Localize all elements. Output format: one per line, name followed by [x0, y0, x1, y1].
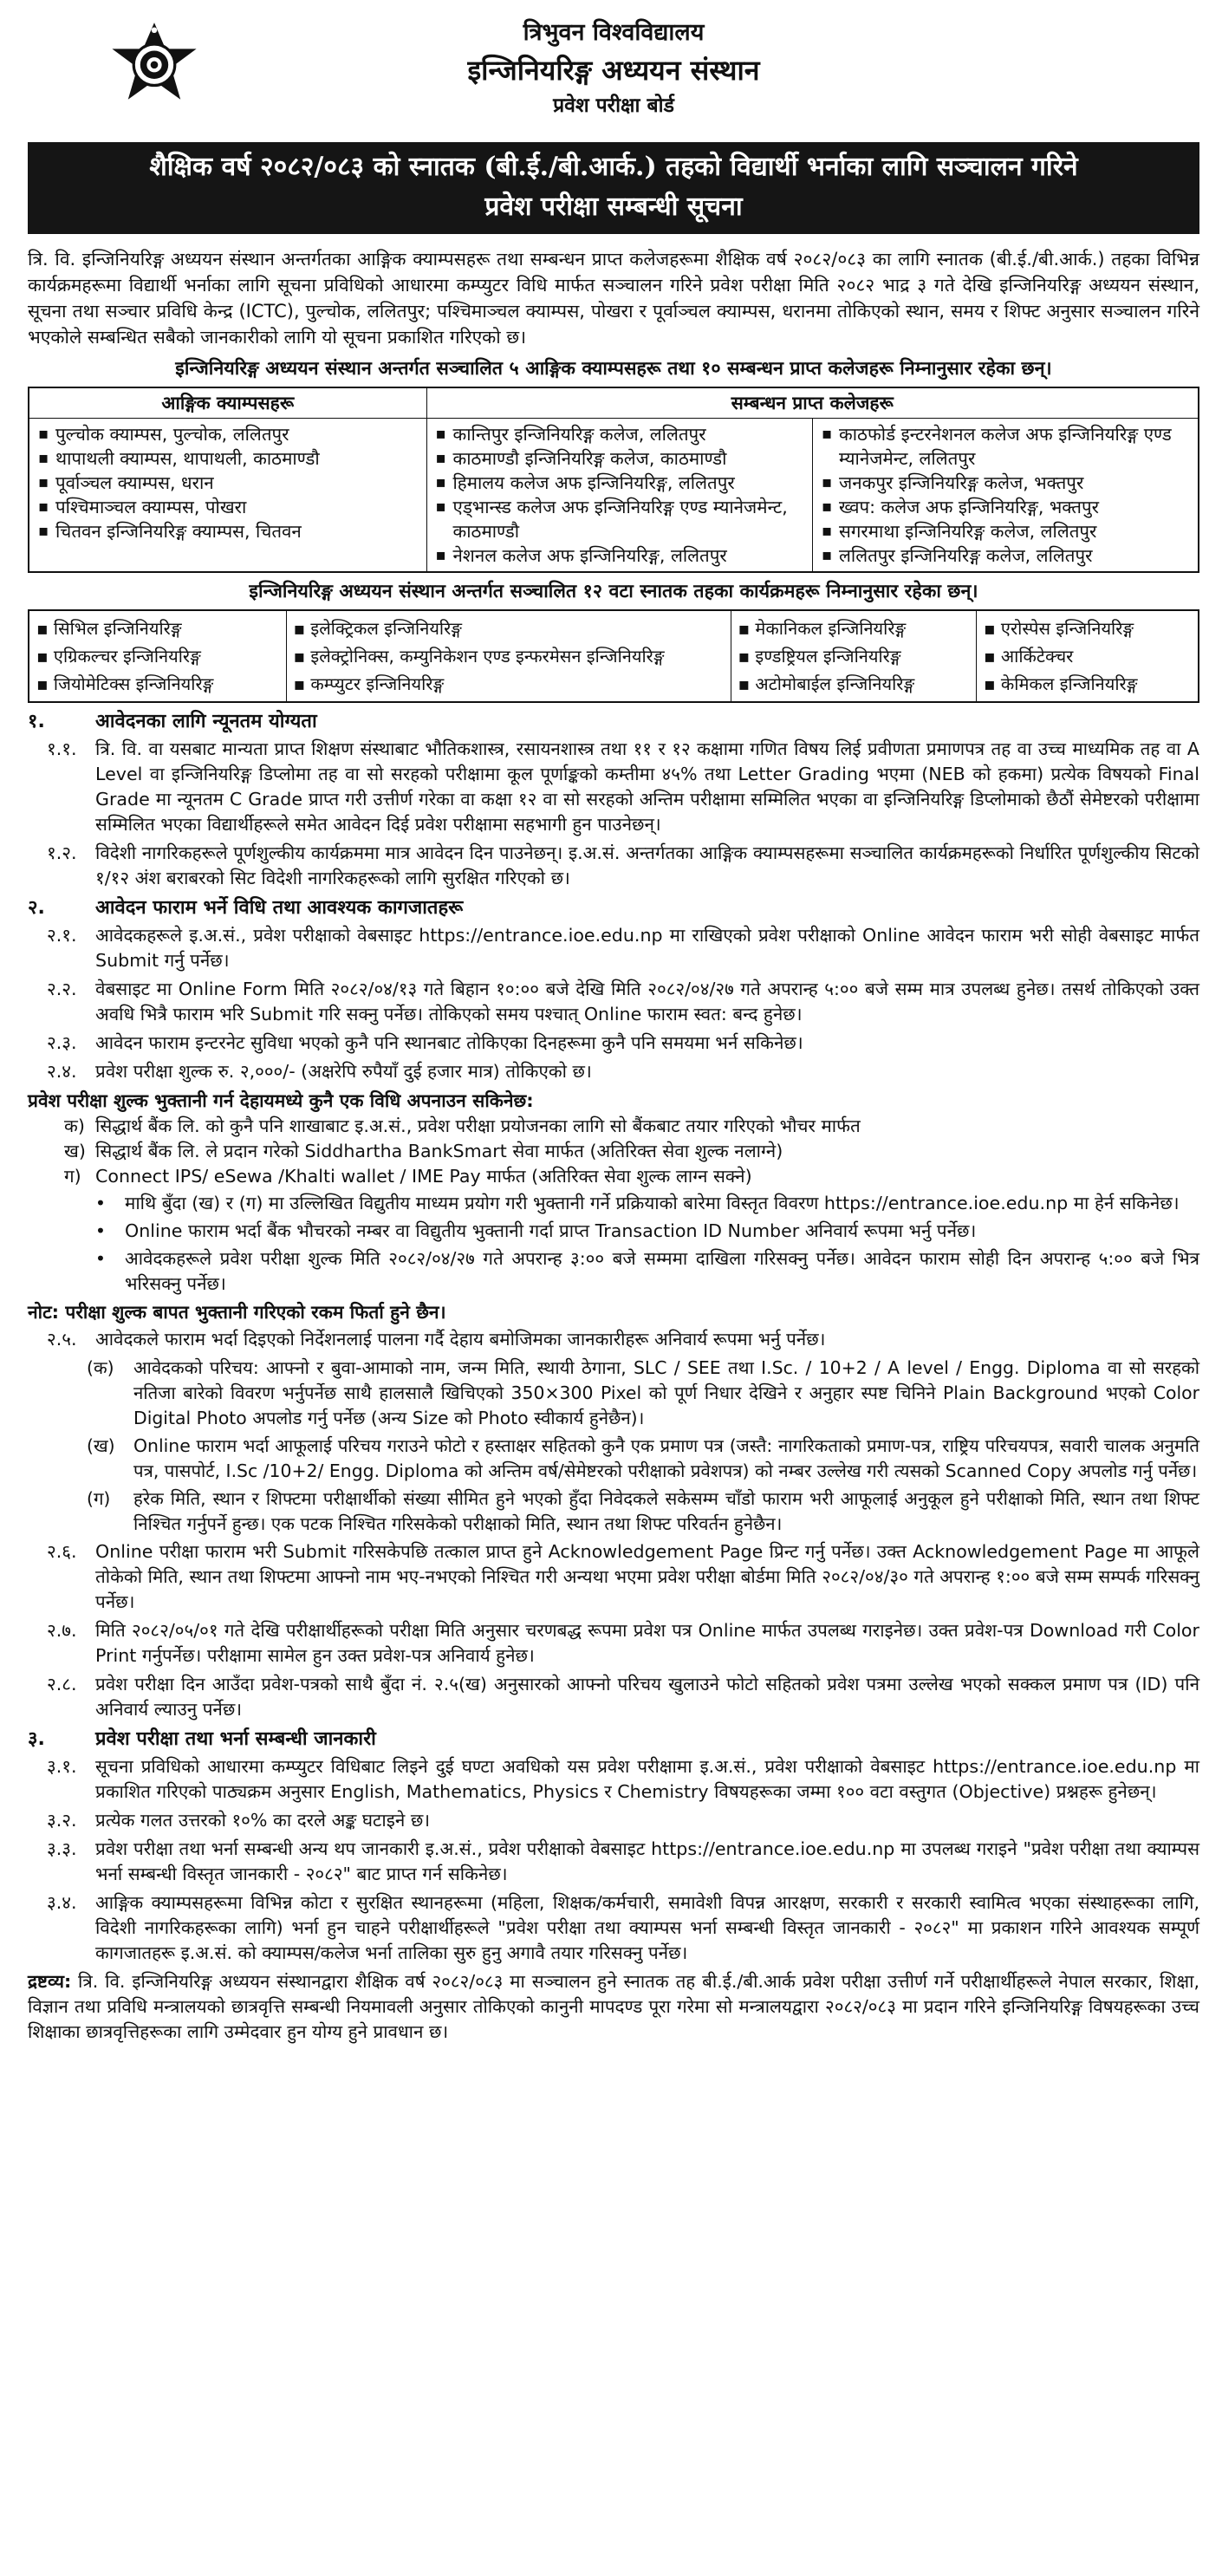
program-cell: ▪ आर्किटेक्चर [977, 642, 1199, 670]
footnote [28, 1969, 1199, 2045]
item-2-3: २.३. आवेदन फाराम इन्टरनेट सुविधा भएको कुनै पनि स्थानबाट तोकिएका दिनहरूमा कुनै पनि समयमा भर्न सकिनेछ। [47, 1032, 803, 1053]
item-2-7: २.७. मिति २०८२/०५/०१ गते देखि परीक्षार्थीहरूको परीक्षा मिति अनुसार चरणबद्ध रूपमा प्रवेश पत्र Online मार्फत उपलब्ध गराइनेछ। उक्त प्रवेश-पत्र Download गरी Color Print गर्नुपर्नेछ। परीक्षामा सामेल हुन उक्त प्रवेश-पत्र अनिवार्य हुनेछ। [47, 1620, 1199, 1666]
fee-payment-title: प्रवेश परीक्षा शुल्क भुक्तानी गर्न देहायमध्ये कुनै एक विधि अपनाउन सकिनेछ: [28, 1090, 534, 1111]
footnote-text: त्रि. वि. इन्जिनियरिङ्ग अध्ययन संस्थानद्वारा शैक्षिक वर्ष २०८२/०८३ मा सञ्चालन हुने स्नातक तह बी.ई./बी.आर्क प्रवेश परीक्षा उत्तीर्ण गर्ने परीक्षार्थीहरूले नेपाल सरकार, शिक्षा, विज्ञान तथा प्रविधि मन्त्रालयको छात्रवृत्ति सम्बन्धी नियमावली अनुसार तोकिएको कानुनी मापदण्ड पूरा गरेमा सो मन्त्रालयद्वारा २०८२/०८३ मा प्रदान गरिने इन्जिनियरिङ्ग विषयहरूका उच्च शिक्षाका छात्रवृत्तिहरूका लागि उम्मेदवार हुन योग्य हुने प्रावधान छ। [28, 1971, 1199, 2042]
sub-item: (क) आवेदकको परिचय: आफ्नो र बुवा-आमाको नाम, जन्म मिति, स्थायी ठेगाना, SLC / SEE तथा I.Sc. / 10+2 / A level / Engg. Diploma वा सो सरहको नतिजा बारेको विवरण भर्नुपर्नेछ साथै हालसालै खिचिएको 350×300 Pixel को पूर्ण निधार देखिने र अनुहार स्पष्ट चिनिने Plain Background भएको Color Digital Photo अपलोड गर्नु पर्नेछ (अन्य Size को Photo स्वीकार्य हुनेछैन)। [87, 1357, 1199, 1428]
program-cell: ▪ मेकानिकल इन्जिनियरिङ्ग [731, 610, 977, 642]
payment-option: ख) सिद्धार्थ बैंक लि. ले प्रदान गरेको Siddhartha BankSmart सेवा मार्फत (अतिरिक्त सेवा शुल्क नलाग्ने) [64, 1141, 783, 1161]
footnote-label: द्रष्टव्य: [28, 1971, 72, 1992]
notice-title-line-2: प्रवेश परीक्षा सम्बन्धी सूचना [484, 192, 743, 222]
program-caption: इन्जिनियरिङ्ग अध्ययन संस्थान अन्तर्गत सञ्चालित १२ वटा स्नातक तहका कार्यक्रमहरू निम्नानुसार रहेका छन्। [249, 581, 978, 602]
list-item: ▪ थापाथली क्याम्पस, थापाथली, काठमाण्डौ [36, 446, 419, 471]
program-cell: ▪ एरोस्पेस इन्जिनियरिङ्ग [977, 610, 1199, 642]
affiliated-header: सम्बन्धन प्राप्त कलेजहरू [426, 387, 1199, 419]
bullet-icon: • [94, 1220, 106, 1241]
university-name: त्रिभुवन विश्वविद्यालय [523, 19, 705, 46]
item-2-5: २.५. आवेदकले फाराम भर्दा दिइएको निर्देशनलाई पालना गर्दै देहाय बमोजिमका जानकारीहरू अनिवार्य रूपमा भर्नु पर्नेछ। [47, 1329, 826, 1350]
item-3-2: ३.२. प्रत्येक गलत उत्तरको १०% का दरले अङ्क घटाइने छ। [47, 1810, 431, 1831]
program-cell: ▪ इण्डष्ट्रियल इन्जिनियरिङ्ग [731, 642, 977, 670]
notice-title-line-1: शैक्षिक वर्ष २०८२/०८३ को स्नातक (बी.ई./बी.आर्क.) तहको विद्यार्थी भर्नाका लागि सञ्चालन गरिने [149, 152, 1078, 182]
item-2-4: २.४. प्रवेश परीक्षा शुल्क रु. २,०००/- (अक्षरेपि रुपैयाँ दुई हजार मात्र) तोकिएको छ। [47, 1061, 592, 1082]
list-item: ▪ पुल्चोक क्याम्पस, पुल्चोक, ललितपुर [36, 422, 419, 446]
refund-note: नोट: परीक्षा शुल्क बापत भुक्तानी गरिएको रकम फिर्ता हुने छैन। [28, 1302, 446, 1323]
sub-item: (ख) Online फाराम भर्दा आफूलाई परिचय गराउने फोटो र हस्ताक्षर सहितको कुनै एक प्रमाण पत्र (जस्तै: नागरिकताको प्रमाण-पत्र, राष्ट्रिय परिचयपत्र, सवारी चालक अनुमति पत्र, पासपोर्ट, I.Sc /10+2/ Engg. Diploma को अन्तिम वर्ष/सेमेष्टरको परीक्षाको प्रवेशपत्र) को नम्बर उल्लेख गरी त्यसको Scanned Copy अपलोड गर्नु पर्नेछ। [87, 1435, 1199, 1481]
affiliated-cell-2 [813, 419, 1199, 573]
list-item: ▪ जनकपुर इन्जिनियरिङ्ग कलेज, भक्तपुर [820, 471, 1191, 495]
item-3-4: ३.४. आङ्गिक क्याम्पसहरूमा विभिन्न कोटा र सुरक्षित स्थानहरूमा (महिला, शिक्षक/कर्मचारी, समावेशी विपन्न आरक्षण, सरकारी र सरकारी स्वामित्व भएका संस्थाहरूका लागि, विदेशी नागरिकहरूका लागि) भर्ना हुन चाहने परीक्षार्थीहरूले "प्रवेश परीक्षा तथा क्याम्पस भर्ना सम्बन्धी विस्तृत जानकारी - २०८२" मा प्रकाशन गरिने आवश्यक सम्पूर्ण कागजातहरू इ.अ.सं. को क्याम्पस/कलेज भर्ना तालिका सुरु हुनु अगावै तयार गरिसक्नु पर्नेछ। [47, 1892, 1199, 1963]
program-cell: ▪ अटोमोबाईल इन्जिनियरिङ्ग [731, 670, 977, 702]
university-emblem-icon [107, 21, 201, 114]
payment-option: क) सिद्धार्थ बैंक लि. को कुनै पनि शाखाबाट इ.अ.सं., प्रवेश परीक्षा प्रयोजनका लागि सो बैंकबाट तयार गरिएको भौचर मार्फत [64, 1116, 861, 1136]
list-item: ▪ ललितपुर इन्जिनियरिङ्ग कलेज, ललितपुर [820, 543, 1191, 568]
constituent-cell [29, 419, 426, 573]
item-1-2: १.२. विदेशी नागरिकहरूले पूर्णशुल्कीय कार्यक्रममा मात्र आवेदन दिन पाउनेछन्। इ.अ.सं. अन्तर्गतका आङ्गिक क्याम्पसहरूमा सञ्चालित कार्यक्रमहरूको निर्धारित पूर्णशुल्कीय सिटको १/१२ अंश बराबरको सिट विदेशी नागरिकहरूको लागि सुरक्षित गरिएको छ। [47, 842, 1199, 888]
section-1-title: १. आवेदनका लागि न्यूनतम योग्यता [28, 711, 317, 732]
list-item: ▪ ख्वप: कलेज अफ इन्जिनियरिङ्ग, भक्तपुर [820, 495, 1191, 519]
list-item: ▪ सगरमाथा इन्जिनियरिङ्ग कलेज, ललितपुर [820, 519, 1191, 543]
program-cell: ▪ इलेक्ट्रिकल इन्जिनियरिङ्ग [286, 610, 731, 642]
affiliated-cell-1 [426, 419, 813, 573]
list-item: ▪ एड्भान्स्ड कलेज अफ इन्जिनियरिङ्ग एण्ड म्यानेजमेन्ट, काठमाण्डौ [434, 495, 806, 543]
program-cell: ▪ कम्प्युटर इन्जिनियरिङ्ग [286, 670, 731, 702]
item-2-8: २.८. प्रवेश परीक्षा दिन आउँदा प्रवेश-पत्रको साथै बुँदा नं. २.५(ख) अनुसारको आफ्नो परिचय खुलाउने फोटो सहितको प्रवेश पत्रमा उल्लेख भएको सक्कल प्रमाण पत्र (ID) पनि अनिवार्य ल्याउनु पर्नेछ। [47, 1674, 1199, 1720]
item-1-1: १.१. त्रि. वि. वा यसबाट मान्यता प्राप्त शिक्षण संस्थाबाट भौतिकशास्त्र, रसायनशास्त्र तथा ११ र १२ कक्षामा गणित विषय लिई प्रवीणता प्रमाणपत्र तह वा उच्च माध्यमिक तह वा A Level वा इन्जिनियरिङ्ग डिप्लोमा तह वा सो सरहको परीक्षामा कूल पूर्णाङ्कको कम्तीमा ४५% तथा Letter Grading भएमा (NEB को हकमा) प्रत्येक विषयको Final Grade मा न्यूनतम C Grade प्राप्त गरी उत्तीर्ण गरेका वा कक्षा १२ वा सो सरहको अन्तिम परीक्षामा सम्मिलित भएका वा इन्जिनियरिङ्ग डिप्लोमाको छैठौं सेमेष्टरको परीक्षामा सम्मिलित भएका विद्यार्थीहरूले समेत आवेदन दिई प्रवेश परीक्षामा सहभागी हुन पाउनेछन्। [47, 738, 1199, 835]
notice-title-banner [28, 142, 1199, 234]
list-item: ▪ चितवन इन्जिनियरिङ्ग क्याम्पस, चितवन [36, 519, 419, 543]
list-item: ▪ पूर्वाञ्चल क्याम्पस, धरान [36, 471, 419, 495]
program-cell: ▪ इलेक्ट्रोनिक्स, कम्युनिकेशन एण्ड इन्फरमेसन इन्जिनियरिङ्ग [286, 642, 731, 670]
program-table [28, 609, 1199, 703]
list-item: ▪ हिमालय कलेज अफ इन्जिनियरिङ्ग, ललितपुर [434, 471, 806, 495]
bullet-icon: • [94, 1248, 106, 1269]
list-item: ▪ काठमाण्डौ इन्जिनियरिङ्ग कलेज, काठमाण्डौ [434, 446, 806, 471]
institute-name: इन्जिनियरिङ्ग अध्ययन संस्थान [467, 54, 760, 87]
item-2-6: २.६. Online परीक्षा फाराम भरी Submit गरिसकेपछि तत्काल प्राप्त हुने Acknowledgement Page प्रिन्ट गर्नु पर्नेछ। उक्त Acknowledgement Page मा आफूले तोकेको मिति, स्थान तथा शिफ्टमा आफ्नो नाम भए-नभएको निश्चित गरी अन्यथा भएमा प्रवेश परीक्षा बोर्डमा मिति २०८२/०४/३० गते अपरान्ह १:०० बजे सम्म सम्पर्क गरिसक्नु पर्नेछ। [47, 1541, 1199, 1612]
board-name: प्रवेश परीक्षा बोर्ड [553, 94, 674, 117]
section-3-title: ३. प्रवेश परीक्षा तथा भर्ना सम्बन्धी जानकारी [28, 1728, 376, 1750]
campus-table [28, 387, 1199, 573]
program-cell: ▪ सिभिल इन्जिनियरिङ्ग [29, 610, 286, 642]
bullet-item: • Online फाराम भर्दा बैंक भौचरको नम्बर वा विद्युतीय भुक्तानी गर्दा प्राप्त Transaction ID Number अनिवार्य रूपमा भर्नु पर्नेछ। [28, 1219, 1199, 1244]
payment-option: ग) Connect IPS/ eSewa /Khalti wallet / IME Pay मार्फत (अतिरिक्त सेवा शुल्क लाग्न सक्ने) [64, 1166, 752, 1187]
bullet-item: • माथि बुँदा (ख) र (ग) मा उल्लिखित विद्युतीय माध्यम प्रयोग गरी भुक्तानी गर्ने प्रक्रियाको बारेमा विस्तृत विवरण https://entrance.ioe.edu.np मा हेर्न सकिनेछ। [28, 1191, 1199, 1216]
campus-caption: इन्जिनियरिङ्ग अध्ययन संस्थान अन्तर्गत सञ्चालित ५ आङ्गिक क्याम्पसहरू तथा १० सम्बन्धन प्राप्त कलेजहरू निम्नानुसार रहेका छन्। [175, 358, 1052, 380]
list-item: ▪ काठफोर्ड इन्टरनेशनल कलेज अफ इन्जिनियरिङ्ग एण्ड म्यानेजमेन्ट, ललितपुर [820, 422, 1191, 471]
program-cell: ▪ जियोमेटिक्स इन्जिनियरिङ्ग [29, 670, 286, 702]
program-cell: ▪ केमिकल इन्जिनियरिङ्ग [977, 670, 1199, 702]
constituent-header: आङ्गिक क्याम्पसहरू [29, 387, 426, 419]
item-3-3: ३.३. प्रवेश परीक्षा तथा भर्ना सम्बन्धी अन्य थप जानकारी इ.अ.सं., प्रवेश परीक्षाको वेबसाइट https://entrance.ioe.edu.np मा उपलब्ध गराइने "प्रवेश परीक्षा तथा क्याम्पस भर्ना सम्बन्धी विस्तृत जानकारी - २०८२" बाट प्राप्त गर्न सकिनेछ। [47, 1838, 1199, 1884]
list-item: ▪ कान्तिपुर इन्जिनियरिङ्ग कलेज, ललितपुर [434, 422, 806, 446]
bullet-item: • आवेदकहरूले प्रवेश परीक्षा शुल्क मिति २०८२/०४/२७ गते अपरान्ह ३:०० बजे सम्ममा दाखिला गरिसक्नु पर्नेछ। आवेदन फाराम सोही दिन अपरान्ह ५:०० बजे भित्र भरिसक्नु पर्नेछ। [28, 1246, 1199, 1297]
masthead [28, 16, 1199, 137]
intro-paragraph: त्रि. वि. इन्जिनियरिङ्ग अध्ययन संस्थान अन्तर्गतका आङ्गिक क्याम्पसहरू तथा सम्बन्धन प्राप्त कलेजहरूमा शैक्षिक वर्ष २०८२/०८३ का लागि स्नातक (बी.ई./बी.आर्क.) तहका विभिन्न कार्यक्रमहरूमा विद्यार्थी भर्नाका लागि सूचना प्रविधिको आधारमा कम्प्युटर विधि मार्फत सञ्चालन गरिने प्रवेश परीक्षा मिति २०८२ भाद्र ३ गते देखि इन्जिनियरिङ्ग अध्ययन संस्थान, सूचना तथा सञ्चार प्रविधि केन्द्र (ICTC), पुल्चोक, ललितपुर; पश्चिमाञ्चल क्याम्पस, पोखरा र पूर्वाञ्चल क्याम्पस, धरानमा तोकिएको स्थान, समय र शिफ्ट अनुसार सञ्चालन गरिने भएकोले सम्बन्धित सबैको जानकारीको लागि यो सूचना प्रकाशित गरिएको छ। [28, 249, 1199, 348]
bullet-icon: • [94, 1193, 106, 1213]
section-2-title: २. आवेदन फाराम भर्ने विधि तथा आवश्यक कागजातहरू [28, 897, 464, 919]
masthead-text [28, 16, 1199, 121]
sub-item: (ग) हरेक मिति, स्थान र शिफ्टमा परीक्षार्थीको संख्या सीमित हुने भएको हुँदा निवेदकले सकेसम्म चाँडो फाराम भरी आफूलाई अनुकूल हुने परीक्षाको मिति, स्थान तथा शिफ्ट निश्चित गर्नुपर्ने हुन्छ। एक पटक निश्चित गरिसकेको परीक्षाको मिति, स्थान तथा शिफ्ट परिवर्तन हुनेछैन। [87, 1488, 1199, 1534]
item-3-1: ३.१. सूचना प्रविधिको आधारमा कम्प्युटर विधिबाट लिइने दुई घण्टा अवधिको यस प्रवेश परीक्षामा इ.अ.सं., प्रवेश परीक्षाको वेबसाइट https://entrance.ioe.edu.np मा प्रकाशित गरिएको पाठ्यक्रम अनुसार English, Mathematics, Physics र Chemistry विषयहरूका जम्मा १०० वटा वस्तुगत (Objective) प्रश्नहरू हुनेछन्। [47, 1756, 1199, 1802]
list-item: ▪ नेशनल कलेज अफ इन्जिनियरिङ्ग, ललितपुर [434, 543, 806, 568]
item-2-2: २.२. वेबसाइट मा Online Form मिति २०८२/०४/१३ गते बिहान १०:०० बजे देखि मिति २०८२/०४/२७ गते अपरान्ह ५:०० बजे सम्म मात्र उपलब्ध हुनेछ। तसर्थ तोकिएको उक्त अवधि भित्रै फाराम भरि Submit गरि सक्नु पर्नेछ। तोकिएको समय पश्चात् Online फाराम स्वत: बन्द हुनेछ। [47, 979, 1199, 1025]
item-2-1: २.१. आवेदकहरूले इ.अ.सं., प्रवेश परीक्षाको वेबसाइट https://entrance.ioe.edu.np मा राखिएको प्रवेश परीक्षाको Online आवेदन फाराम भरी सोही वेबसाइट मार्फत Submit गर्नु पर्नेछ। [47, 925, 1199, 971]
program-cell: ▪ एग्रिकल्चर इन्जिनियरिङ्ग [29, 642, 286, 670]
list-item: ▪ पश्चिमाञ्चल क्याम्पस, पोखरा [36, 495, 419, 519]
